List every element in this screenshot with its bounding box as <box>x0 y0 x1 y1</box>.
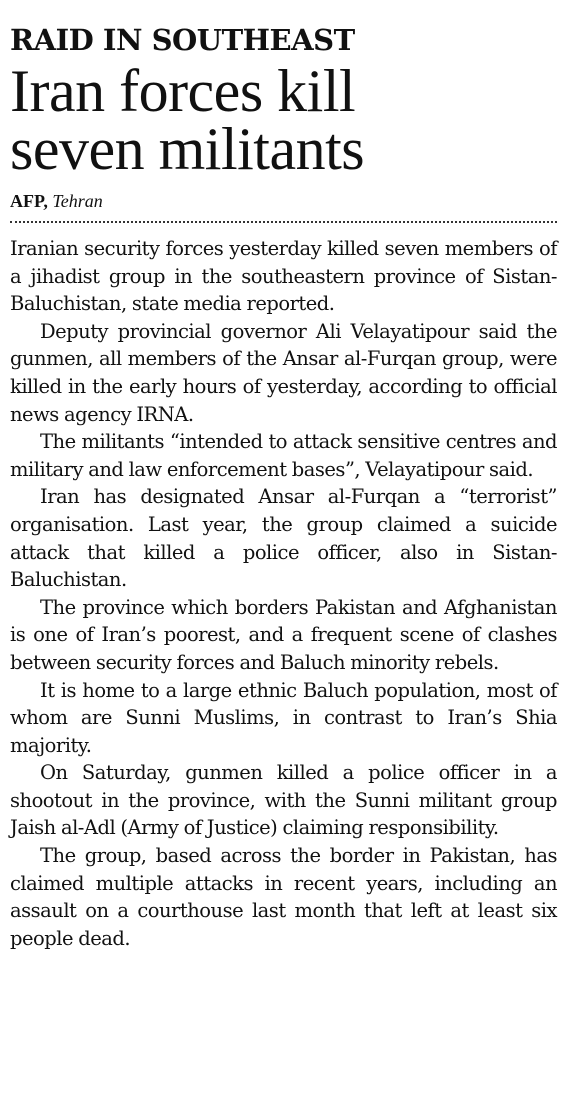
kicker: RAID IN SOUTHEAST <box>10 23 355 57</box>
dotted-divider <box>10 221 557 223</box>
body-paragraph: The province which borders Pakistan and Afghanistan is one of Iran’s poorest, and a frequent scene of clashes between security forces and Baluch minority rebels. <box>10 595 557 674</box>
body-paragraph: On Saturday, gunmen killed a police officer in a shootout in the province, with the Sunni militant group Jaish al-Adl (Army of Justice) claiming responsibility. <box>10 761 557 840</box>
body-paragraph: Iran has designated Ansar al-Furqan a “terrorist” organisation. Last year, the group claimed a suicide attack that killed a police officer, also in Sistan-Baluchistan. <box>10 485 557 592</box>
headline-line: seven militants <box>10 116 365 182</box>
article-body <box>10 235 557 952</box>
headline <box>10 58 557 182</box>
byline <box>10 190 557 212</box>
body-paragraph: Deputy provincial governor Ali Velayatipour said the gunmen, all members of the Ansar al-Furqan group, were killed in the early hours of yesterday, according to official news agency IRNA. <box>10 319 557 426</box>
body-paragraph: It is home to a large ethnic Baluch population, most of whom are Sunni Muslims, in contrast to Iran’s Shia majority. <box>10 678 557 757</box>
byline-agency: AFP, <box>10 191 48 211</box>
body-paragraph: The militants “intended to attack sensitive centres and military and law enforcement bases”, Velayatipour said. <box>10 430 557 481</box>
body-paragraph: The group, based across the border in Pakistan, has claimed multiple attacks in recent years, including an assault on a courthouse last month that left at least six people dead. <box>10 844 557 950</box>
headline-line: Iran forces kill <box>10 58 356 124</box>
byline-dateline: Tehran <box>52 191 103 211</box>
body-paragraph: Iranian security forces yesterday killed seven members of a jihadist group in the southeastern province of Sistan-Baluchistan, state media reported. <box>10 237 557 316</box>
